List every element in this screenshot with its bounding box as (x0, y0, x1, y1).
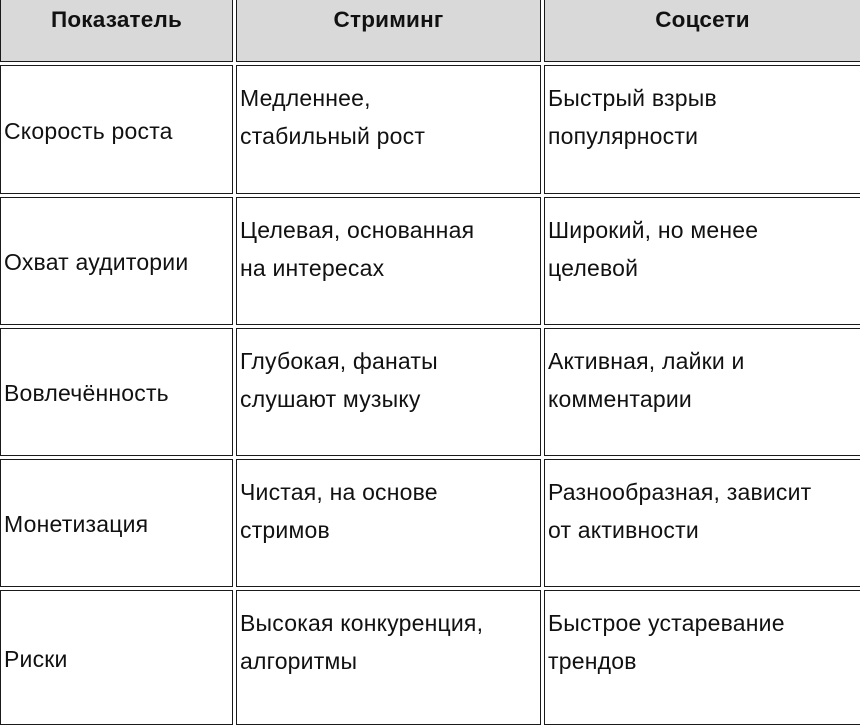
header-cell-social: Соцсети (544, 0, 860, 62)
cell-growth-speed-social: Быстрый взрыв популярности (544, 65, 860, 194)
row-label-growth-speed: Скорость роста (0, 65, 233, 194)
header-cell-metric: Показатель (0, 0, 233, 62)
cell-audience-reach-social: Широкий, но менее целевой (544, 197, 860, 325)
cell-monetization-social: Разнообразная, зависит от активности (544, 459, 860, 587)
cell-risks-social: Быстрое устаревание трендов (544, 590, 860, 725)
row-label-risks: Риски (0, 590, 233, 725)
cell-audience-reach-streaming: Целевая, основанная на интересах (236, 197, 541, 325)
cell-growth-speed-streaming: Медленнее, стабильный рост (236, 65, 541, 194)
row-label-audience-reach: Охват аудитории (0, 197, 233, 325)
header-cell-streaming: Стриминг (236, 0, 541, 62)
cell-engagement-streaming: Глубокая, фанаты слушают музыку (236, 328, 541, 456)
cell-risks-streaming: Высокая конкуренция, алгоритмы (236, 590, 541, 725)
row-label-engagement: Вовлечённость (0, 328, 233, 456)
row-label-monetization: Монетизация (0, 459, 233, 587)
cell-engagement-social: Активная, лайки и комментарии (544, 328, 860, 456)
cell-monetization-streaming: Чистая, на основе стримов (236, 459, 541, 587)
